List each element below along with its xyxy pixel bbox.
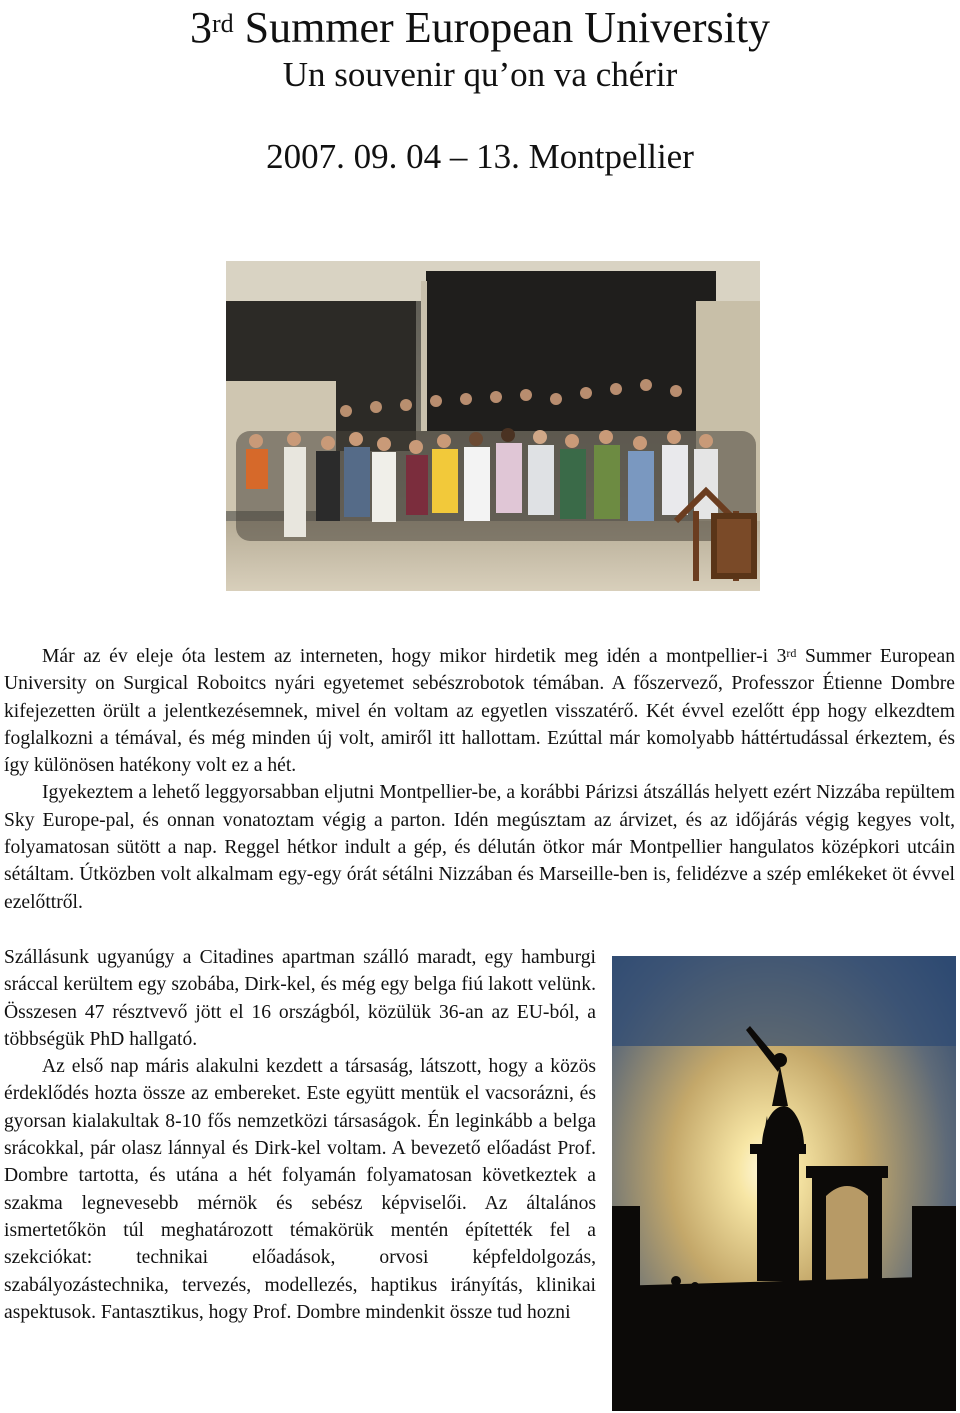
- statue-silhouette-photo: [612, 956, 956, 1411]
- paragraph-2: Igyekeztem a lehető leggyorsabban eljutni Montpellier-be, a korábbi Párizsi átszállás helyett ezért Nizzába repültem Sky Europe-pal, és onnan vonatoztam végig a parton. Idén megúsztam az árvizet, és az időjárás végig kegyes volt, folyamatosan sütött a nap. Reggel hétkor indult a gép, és délután ötkor már Montpellier hangulatos középkori utcáin sétáltam. Útközben volt alkalmam egy-egy órát sétálni Nizzában és Marseille-ben is, felidézve a szép emlékeket öt évvel ezelőttről.: [4, 782, 955, 913]
- article-text: [4, 643, 955, 916]
- paragraph-4: Az első nap máris alakulni kezdett a társaság, látszott, hogy a közös érdeklődés hozta össze az embereket. Este együtt mentük el vacsorázni, és gyorsan kialakultak 8-10 fős nemzetközi társaságok. Én leginkább a belga srácokkal, pár olasz lánnyal és Dirk-kel voltam. A bevezető előadást Prof. Dombre tartotta, és utána a hét folyamán folyamatosan következtek a szakma legnevesebb mérnök és sebész képviselői. Az általános ismertetőkön túl meghatározott témakörük mentén építették fel a szekciókat: technikai előadások, orvosi képfeldolgozás, szabályozástechnika, tervezés, modellezés, haptikus irányítás, klinikai aspektusok. Fantasztikus, hogy Prof. Dombre mindenkit össze tud hozni: [4, 1056, 596, 1323]
- paragraph-3: Szállásunk ugyanúgy a Citadines apartman szálló maradt, egy hamburgi sráccal kerültem egy szobába, Dirk-kel, és még egy belga fiú lakott velünk. Összesen 47 résztvevő jött el 16 országból, közülük 36-an az EU-ból, a többségük PhD hallgató.: [4, 947, 596, 1050]
- group-photo: [226, 261, 760, 591]
- article-text-column: [4, 944, 596, 1326]
- page-title: 3rd Summer European University: [189, 3, 771, 52]
- paragraph-1: Már az év eleje óta lestem az interneten, hogy mikor hirdetik meg idén a montpellier-i 3rd Summer European University on Surgical Roboitcs nyári egyetemet sebészrobotok témában. A főszervező, Professzor Étienne Dombre kifejezetten örült a jelentkezésemnek, mivel én voltam az egyetlen visszatérő. Két évvel ezelőtt épp hogy elkezdtem foglalkozni a témával, és még minden új volt, amiről itt hallottam. Ezúttal már komolyabb háttértudással érkeztem, és így különösen hatékony volt ez a hét.: [4, 646, 955, 777]
- document-header: [0, 4, 960, 178]
- page-subtitle: Un souvenir qu’on va chérir: [282, 55, 678, 94]
- date-place: 2007. 09. 04 – 13. Montpellier: [266, 137, 694, 176]
